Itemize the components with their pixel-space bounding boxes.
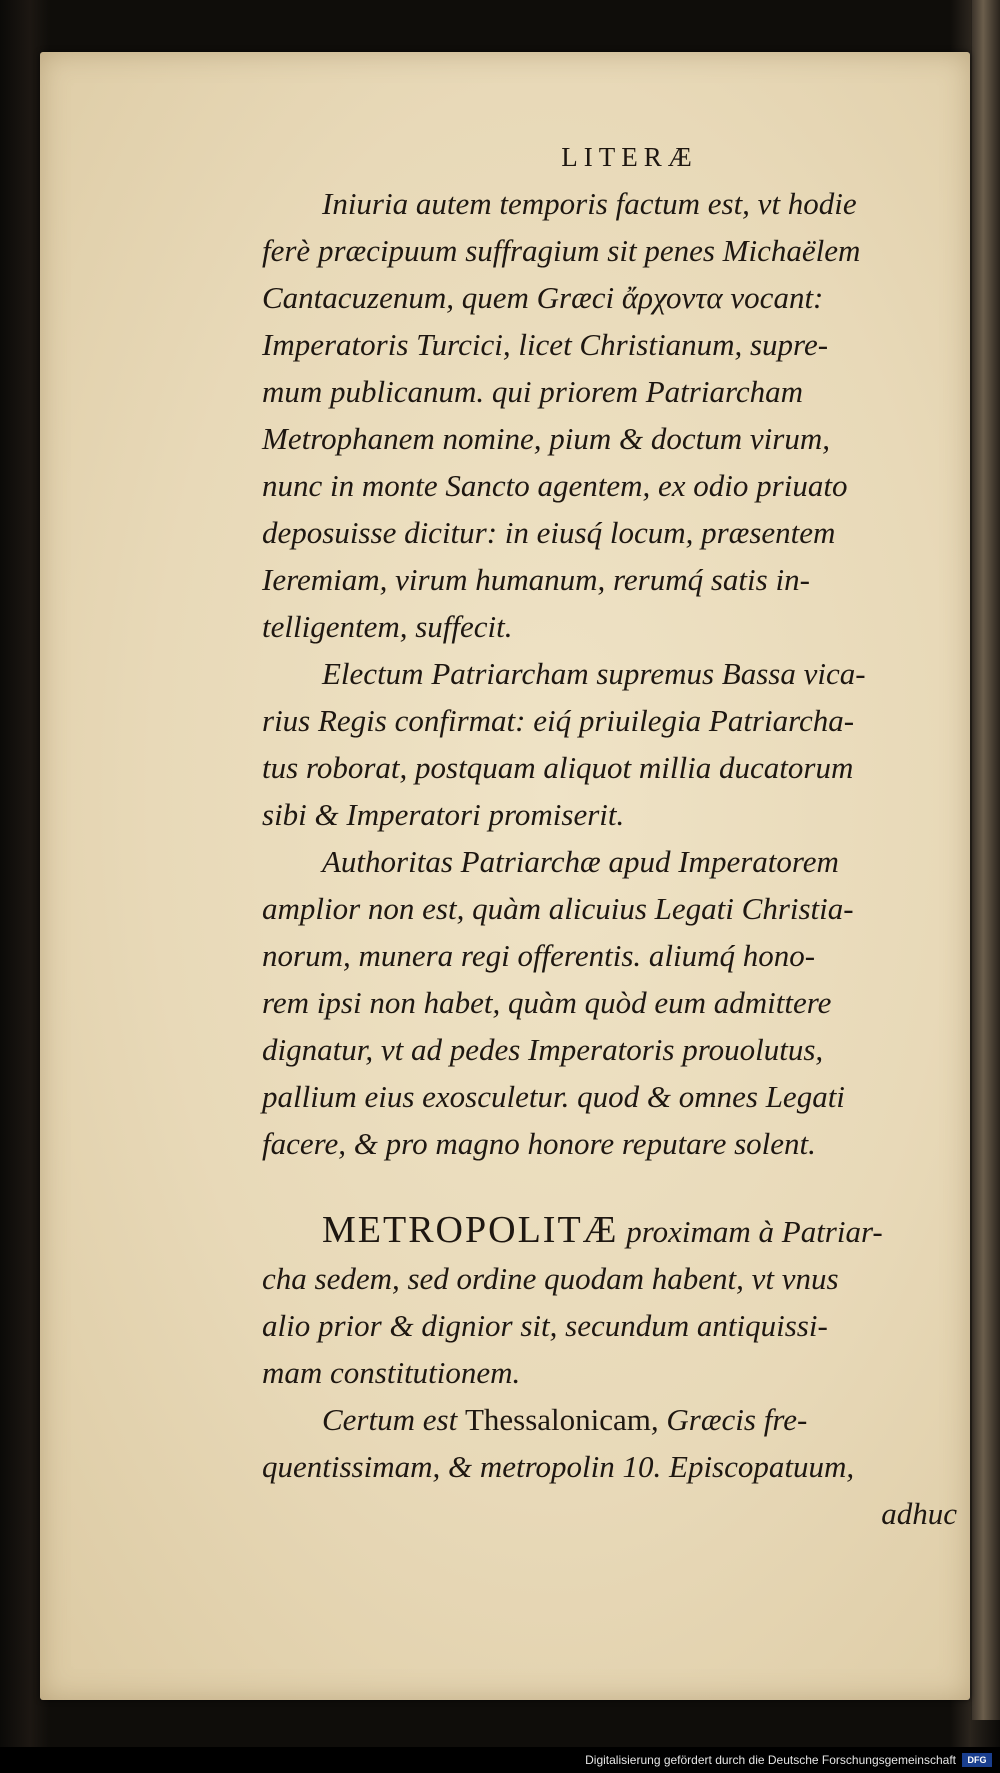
text-line: sibi & Imperatori promiserit. — [262, 797, 625, 832]
running-head: LITERÆ — [561, 142, 698, 172]
small-caps-heading: METROPOLITÆ — [322, 1209, 619, 1251]
text-line — [262, 1207, 967, 1255]
text-line: mum publicanum. qui priorem Patriarcham — [262, 374, 804, 409]
text-line: Cantacuzenum, quem Græci ἄρχοντα vocant: — [262, 280, 824, 315]
text-line: pallium eius exosculetur. quod & omnes Legati — [262, 1079, 845, 1114]
text-line: Ieremiam, virum humanum, rerumq́ satis in- — [262, 562, 810, 597]
text-line: rem ipsi non habet, quàm quòd eum admittere — [262, 985, 832, 1020]
paragraph-authoritas — [262, 838, 967, 1167]
text-line: quentissimam, & metropolin 10. Episcopatuum, — [262, 1449, 855, 1484]
text-line: deposuisse dicitur: in eiusq́ locum, præsentem — [262, 515, 836, 550]
text-line: norum, munera regi offerentis. aliumq́ hono- — [262, 938, 816, 973]
catchword: adhuc — [881, 1496, 957, 1531]
text-line: rius Regis confirmat: eiq́ priuilegia Patriarcha- — [262, 703, 855, 738]
text-run: Certum est — [322, 1402, 465, 1437]
dfg-logo: DFG — [962, 1753, 992, 1767]
text-line: facere, & pro magno honore reputare solent. — [262, 1126, 816, 1161]
page-text — [262, 140, 967, 1537]
text-line: mam constitutionem. — [262, 1355, 521, 1390]
text-line: alio prior & dignior sit, secundum antiquissi- — [262, 1308, 828, 1343]
text-line: amplior non est, quàm alicuius Legati Christia- — [262, 891, 854, 926]
text-run: proximam à Patriar- — [618, 1214, 883, 1249]
book-page-edge — [972, 0, 1000, 1720]
text-line: Metrophanem nomine, pium & doctum virum, — [262, 421, 830, 456]
text-line — [262, 1396, 967, 1443]
digitization-footer — [0, 1747, 1000, 1773]
section-gap — [262, 1167, 967, 1207]
text-line: telligentem, suffecit. — [262, 609, 513, 644]
text-line: cha sedem, sed ordine quodam habent, vt vnus — [262, 1261, 839, 1296]
text-line: Electum Patriarcham supremus Bassa vica- — [322, 656, 866, 691]
text-line: Authoritas Patriarchæ apud Imperatorem — [322, 844, 839, 879]
text-line: nunc in monte Sancto agentem, ex odio priuato — [262, 468, 848, 503]
text-line: Imperatoris Turcici, licet Christianum, supre- — [262, 327, 829, 362]
roman-text-run: Thessalonicam — [464, 1402, 651, 1437]
paragraph-certum — [262, 1396, 967, 1537]
text-line: Iniuria autem temporis factum est, vt hodie — [322, 186, 857, 221]
paragraph-electum — [262, 650, 967, 838]
paragraph-metropolitae — [262, 1207, 967, 1396]
text-run: , Græcis fre- — [650, 1402, 808, 1437]
text-line: tus roborat, postquam aliquot millia ducatorum — [262, 750, 854, 785]
paragraph-iniuria — [262, 180, 967, 650]
footer-credit: Digitalisierung gefördert durch die Deutsche Forschungsgemeinschaft — [585, 1753, 956, 1767]
text-line: ferè præcipuum suffragium sit penes Michaëlem — [262, 233, 861, 268]
text-line: dignatur, vt ad pedes Imperatoris prouolutus, — [262, 1032, 824, 1067]
